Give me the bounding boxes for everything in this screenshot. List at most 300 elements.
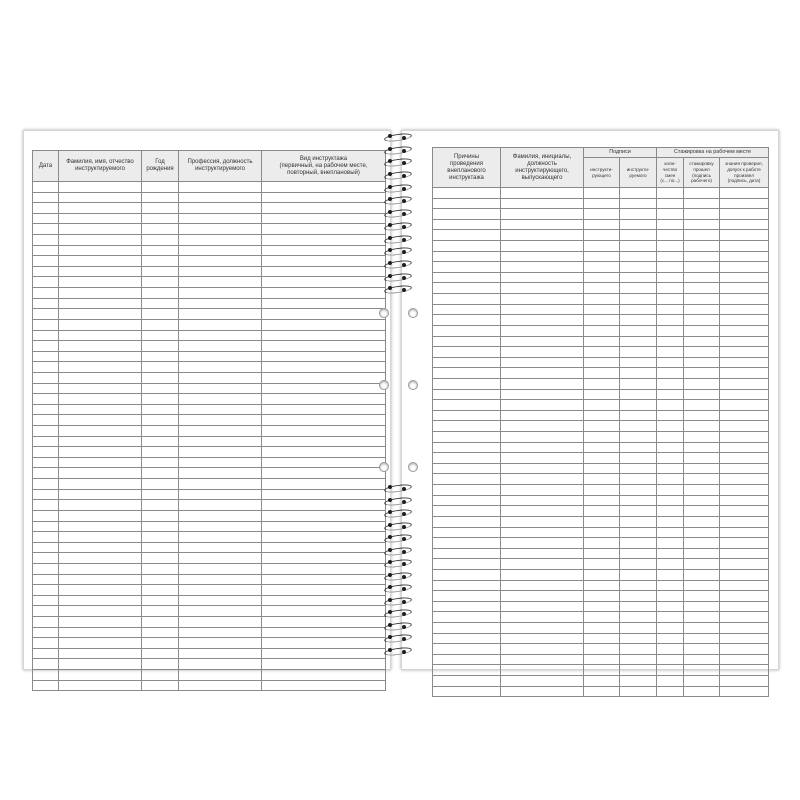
- table-cell: [433, 294, 501, 305]
- table-cell: [657, 580, 684, 591]
- table-cell: [433, 432, 501, 443]
- table-cell: [262, 680, 386, 691]
- table-cell: [59, 510, 142, 521]
- table-cell: [501, 198, 584, 209]
- header-profession: Профессия, должность инструктируемого: [179, 151, 262, 182]
- spiral-coil: [383, 260, 411, 268]
- table-row: [433, 654, 769, 665]
- table-cell: [179, 489, 262, 500]
- table-cell: [584, 325, 620, 336]
- spiral-coil: [383, 273, 411, 281]
- table-cell: [657, 294, 684, 305]
- table-cell: [59, 394, 142, 405]
- table-cell: [179, 372, 262, 383]
- table-cell: [33, 670, 59, 681]
- table-cell: [433, 304, 501, 315]
- spiral-coil: [383, 572, 411, 580]
- table-cell: [59, 479, 142, 490]
- table-cell: [262, 245, 386, 256]
- table-cell: [657, 453, 684, 464]
- table-cell: [59, 436, 142, 447]
- table-cell: [433, 188, 501, 199]
- table-cell: [179, 436, 262, 447]
- table-row: [433, 622, 769, 633]
- table-cell: [179, 606, 262, 617]
- table-cell: [584, 485, 620, 496]
- spiral-coil: [383, 285, 411, 293]
- table-cell: [59, 309, 142, 320]
- table-cell: [433, 506, 501, 517]
- left-table-body: [33, 182, 386, 691]
- table-cell: [657, 378, 684, 389]
- table-cell: [720, 569, 769, 580]
- table-cell: [657, 559, 684, 570]
- table-cell: [501, 325, 584, 336]
- table-cell: [501, 644, 584, 655]
- table-cell: [620, 347, 657, 358]
- table-cell: [142, 595, 179, 606]
- table-cell: [501, 622, 584, 633]
- table-cell: [262, 606, 386, 617]
- table-cell: [657, 527, 684, 538]
- table-cell: [584, 463, 620, 474]
- table-cell: [720, 644, 769, 655]
- table-cell: [262, 277, 386, 288]
- table-cell: [262, 288, 386, 299]
- table-cell: [720, 304, 769, 315]
- table-cell: [33, 224, 59, 235]
- table-cell: [620, 665, 657, 676]
- spiral-coil: [383, 597, 411, 605]
- table-cell: [262, 372, 386, 383]
- table-cell: [584, 230, 620, 241]
- table-cell: [584, 612, 620, 623]
- table-cell: [501, 527, 584, 538]
- table-row: [433, 241, 769, 252]
- table-cell: [33, 383, 59, 394]
- table-cell: [584, 665, 620, 676]
- table-cell: [59, 415, 142, 426]
- table-cell: [59, 256, 142, 267]
- table-cell: [720, 421, 769, 432]
- table-cell: [59, 680, 142, 691]
- table-cell: [179, 616, 262, 627]
- table-row: [33, 574, 386, 585]
- table-cell: [433, 633, 501, 644]
- table-cell: [720, 686, 769, 697]
- table-cell: [501, 336, 584, 347]
- table-cell: [584, 368, 620, 379]
- table-cell: [620, 516, 657, 527]
- table-cell: [142, 330, 179, 341]
- table-cell: [179, 383, 262, 394]
- table-cell: [684, 304, 720, 315]
- table-cell: [720, 601, 769, 612]
- table-cell: [584, 495, 620, 506]
- table-cell: [501, 241, 584, 252]
- table-cell: [720, 612, 769, 623]
- table-cell: [720, 463, 769, 474]
- table-cell: [33, 563, 59, 574]
- table-cell: [720, 538, 769, 549]
- table-cell: [720, 251, 769, 262]
- table-cell: [684, 219, 720, 230]
- binding-hole: [408, 308, 418, 318]
- table-row: [33, 659, 386, 670]
- table-row: [33, 372, 386, 383]
- table-cell: [179, 298, 262, 309]
- table-cell: [657, 283, 684, 294]
- table-cell: [620, 294, 657, 305]
- table-row: [433, 336, 769, 347]
- table-cell: [584, 676, 620, 687]
- table-cell: [620, 495, 657, 506]
- table-cell: [142, 447, 179, 458]
- spiral-coil: [383, 484, 411, 492]
- table-row: [33, 192, 386, 203]
- table-cell: [33, 404, 59, 415]
- table-cell: [501, 315, 584, 326]
- table-cell: [262, 532, 386, 543]
- table-cell: [142, 521, 179, 532]
- table-cell: [720, 400, 769, 411]
- table-row: [33, 182, 386, 193]
- table-cell: [142, 213, 179, 224]
- table-cell: [620, 432, 657, 443]
- table-cell: [142, 680, 179, 691]
- table-cell: [501, 230, 584, 241]
- table-cell: [720, 272, 769, 283]
- binding-hole: [408, 380, 418, 390]
- table-cell: [584, 241, 620, 252]
- table-cell: [262, 659, 386, 670]
- spiral-coil: [383, 534, 411, 542]
- table-row: [33, 606, 386, 617]
- header-unscheduled-reasons: Причины проведения внепланового инструктажа: [433, 148, 501, 188]
- table-cell: [142, 563, 179, 574]
- table-cell: [584, 474, 620, 485]
- table-cell: [684, 230, 720, 241]
- table-cell: [59, 468, 142, 479]
- table-cell: [720, 633, 769, 644]
- table-row: [33, 426, 386, 437]
- table-cell: [584, 357, 620, 368]
- table-cell: [142, 288, 179, 299]
- table-row: [33, 298, 386, 309]
- table-cell: [142, 203, 179, 214]
- spiral-coil: [383, 547, 411, 555]
- table-cell: [433, 569, 501, 580]
- table-cell: [657, 495, 684, 506]
- table-cell: [657, 188, 684, 199]
- table-cell: [59, 542, 142, 553]
- table-cell: [657, 506, 684, 517]
- table-cell: [684, 357, 720, 368]
- table-row: [33, 542, 386, 553]
- table-cell: [433, 463, 501, 474]
- table-cell: [33, 616, 59, 627]
- table-cell: [657, 601, 684, 612]
- binding-hole: [379, 380, 389, 390]
- table-cell: [33, 659, 59, 670]
- table-cell: [684, 601, 720, 612]
- table-cell: [620, 569, 657, 580]
- table-cell: [179, 521, 262, 532]
- table-cell: [33, 627, 59, 638]
- table-cell: [179, 479, 262, 490]
- table-cell: [33, 648, 59, 659]
- table-cell: [179, 203, 262, 214]
- table-cell: [33, 182, 59, 193]
- table-cell: [501, 442, 584, 453]
- table-row: [33, 510, 386, 521]
- table-cell: [501, 410, 584, 421]
- table-cell: [684, 421, 720, 432]
- table-cell: [684, 315, 720, 326]
- table-cell: [720, 219, 769, 230]
- spiral-coil: [383, 222, 411, 230]
- header-signature-instructed: инструкти- руемого: [620, 158, 657, 188]
- table-cell: [720, 527, 769, 538]
- table-cell: [657, 304, 684, 315]
- table-row: [33, 341, 386, 352]
- table-cell: [33, 468, 59, 479]
- table-cell: [657, 198, 684, 209]
- table-row: [33, 670, 386, 681]
- table-cell: [684, 442, 720, 453]
- table-cell: [433, 485, 501, 496]
- table-cell: [59, 553, 142, 564]
- table-cell: [33, 574, 59, 585]
- table-cell: [59, 203, 142, 214]
- table-cell: [620, 506, 657, 517]
- table-cell: [501, 569, 584, 580]
- table-cell: [584, 516, 620, 527]
- table-cell: [59, 182, 142, 193]
- binding-hole: [408, 462, 418, 472]
- table-cell: [657, 686, 684, 697]
- table-cell: [33, 192, 59, 203]
- spiral-coil: [383, 235, 411, 243]
- table-cell: [59, 330, 142, 341]
- table-cell: [657, 209, 684, 220]
- table-cell: [620, 559, 657, 570]
- table-cell: [33, 415, 59, 426]
- table-row: [433, 432, 769, 443]
- table-row: [433, 400, 769, 411]
- table-cell: [179, 670, 262, 681]
- table-cell: [59, 563, 142, 574]
- table-cell: [142, 351, 179, 362]
- table-cell: [657, 622, 684, 633]
- table-cell: [684, 198, 720, 209]
- table-cell: [33, 256, 59, 267]
- table-row: [433, 633, 769, 644]
- table-row: [33, 489, 386, 500]
- table-cell: [620, 241, 657, 252]
- table-cell: [720, 516, 769, 527]
- table-cell: [262, 616, 386, 627]
- table-cell: [142, 182, 179, 193]
- table-cell: [501, 633, 584, 644]
- table-cell: [59, 235, 142, 246]
- table-row: [33, 616, 386, 627]
- table-row: [33, 521, 386, 532]
- table-cell: [620, 188, 657, 199]
- header-internship: Стажировка на рабочем месте: [657, 148, 769, 158]
- table-row: [33, 680, 386, 691]
- table-cell: [584, 262, 620, 273]
- table-row: [33, 648, 386, 659]
- table-cell: [262, 510, 386, 521]
- table-cell: [59, 266, 142, 277]
- table-cell: [142, 648, 179, 659]
- table-row: [433, 527, 769, 538]
- table-row: [33, 330, 386, 341]
- table-cell: [584, 601, 620, 612]
- table-cell: [179, 266, 262, 277]
- table-cell: [262, 235, 386, 246]
- table-cell: [620, 633, 657, 644]
- table-cell: [179, 553, 262, 564]
- table-cell: [720, 315, 769, 326]
- briefing-log-table-right: [432, 147, 769, 697]
- table-cell: [142, 383, 179, 394]
- table-cell: [501, 665, 584, 676]
- table-cell: [501, 453, 584, 464]
- table-cell: [501, 495, 584, 506]
- table-row: [433, 209, 769, 220]
- table-cell: [33, 203, 59, 214]
- table-row: [33, 351, 386, 362]
- table-cell: [584, 548, 620, 559]
- table-cell: [262, 521, 386, 532]
- table-cell: [33, 447, 59, 458]
- table-row: [433, 272, 769, 283]
- table-cell: [262, 415, 386, 426]
- table-cell: [142, 309, 179, 320]
- table-cell: [33, 436, 59, 447]
- table-cell: [620, 612, 657, 623]
- table-cell: [179, 447, 262, 458]
- table-cell: [179, 468, 262, 479]
- table-cell: [620, 580, 657, 591]
- table-cell: [433, 400, 501, 411]
- table-cell: [684, 410, 720, 421]
- header-shift-count: коли- чество смен (с... по...): [657, 158, 684, 188]
- table-cell: [620, 378, 657, 389]
- table-cell: [620, 601, 657, 612]
- table-cell: [262, 426, 386, 437]
- table-cell: [684, 591, 720, 602]
- table-cell: [262, 595, 386, 606]
- table-cell: [59, 372, 142, 383]
- table-cell: [179, 680, 262, 691]
- table-cell: [59, 595, 142, 606]
- table-cell: [584, 506, 620, 517]
- table-cell: [262, 542, 386, 553]
- table-cell: [433, 219, 501, 230]
- table-cell: [684, 272, 720, 283]
- table-row: [433, 601, 769, 612]
- table-row: [433, 665, 769, 676]
- table-cell: [584, 188, 620, 199]
- table-cell: [501, 485, 584, 496]
- table-cell: [262, 203, 386, 214]
- table-cell: [33, 595, 59, 606]
- table-row: [33, 203, 386, 214]
- table-cell: [657, 474, 684, 485]
- table-cell: [142, 479, 179, 490]
- table-row: [433, 315, 769, 326]
- table-cell: [620, 622, 657, 633]
- table-cell: [720, 357, 769, 368]
- table-cell: [59, 574, 142, 585]
- table-cell: [620, 219, 657, 230]
- header-briefing-type: Вид инструктажа (первичный, на рабочем месте, повторный, внеплановый): [262, 151, 386, 182]
- table-cell: [657, 442, 684, 453]
- table-cell: [584, 378, 620, 389]
- table-cell: [142, 277, 179, 288]
- table-row: [33, 362, 386, 373]
- table-row: [433, 463, 769, 474]
- table-cell: [59, 521, 142, 532]
- table-cell: [33, 277, 59, 288]
- table-cell: [684, 241, 720, 252]
- table-row: [33, 288, 386, 299]
- table-cell: [620, 198, 657, 209]
- table-cell: [33, 500, 59, 511]
- table-cell: [179, 319, 262, 330]
- table-cell: [620, 591, 657, 602]
- table-cell: [684, 612, 720, 623]
- table-cell: [33, 606, 59, 617]
- table-cell: [262, 648, 386, 659]
- table-cell: [684, 538, 720, 549]
- table-cell: [620, 272, 657, 283]
- table-cell: [620, 474, 657, 485]
- table-cell: [720, 230, 769, 241]
- table-cell: [584, 198, 620, 209]
- table-cell: [657, 644, 684, 655]
- table-cell: [433, 357, 501, 368]
- table-cell: [179, 627, 262, 638]
- table-cell: [657, 325, 684, 336]
- table-cell: [501, 432, 584, 443]
- table-cell: [584, 219, 620, 230]
- table-cell: [720, 665, 769, 676]
- spiral-coil: [383, 509, 411, 517]
- table-cell: [262, 298, 386, 309]
- table-cell: [142, 192, 179, 203]
- table-cell: [657, 251, 684, 262]
- table-row: [433, 230, 769, 241]
- table-cell: [142, 224, 179, 235]
- table-cell: [657, 262, 684, 273]
- table-cell: [33, 235, 59, 246]
- table-cell: [262, 468, 386, 479]
- table-cell: [179, 659, 262, 670]
- table-row: [33, 553, 386, 564]
- table-cell: [584, 591, 620, 602]
- table-cell: [433, 527, 501, 538]
- table-cell: [33, 298, 59, 309]
- table-cell: [501, 601, 584, 612]
- table-cell: [433, 272, 501, 283]
- table-cell: [59, 383, 142, 394]
- table-cell: [584, 633, 620, 644]
- table-cell: [33, 394, 59, 405]
